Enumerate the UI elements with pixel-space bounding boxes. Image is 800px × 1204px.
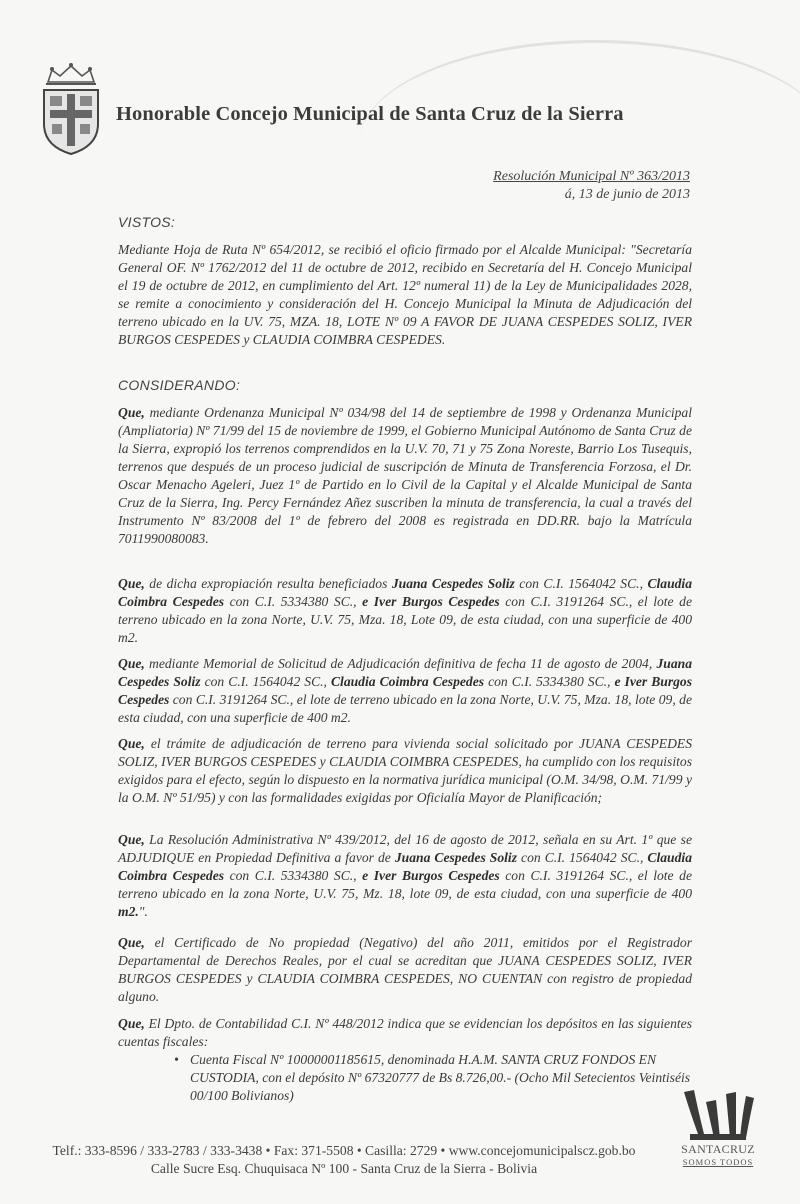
paragraph-text: La Resolución Administrativa Nº 439/2012, del 16 de agosto de 2012, señala en su Art. 1º que se ADJUDIQUE en Propiedad Definitiva a favor de [118,832,692,865]
que-lead: Que, [118,935,145,950]
considerando-paragraph-6 [118,934,692,1006]
beneficiary-name: Juana Cespedes Soliz [391,576,515,591]
considerando-paragraph-7 [118,1015,692,1051]
paragraph-text: con C.I. 1564042 SC., [200,674,331,689]
organization-title: Honorable Concejo Municipal de Santa Cruz de la Sierra [116,103,624,125]
paragraph-text: con C.I. 1564042 SC., [514,576,648,591]
paragraph-text: el trámite de adjudicación de terreno para vivienda social solicitado por JUANA CESPEDES SOLIZ, IVER BURGOS CESPEDES y CLAUDIA COIMBRA CESPEDES, ha cumplido con los requisitos exigidos para el efecto, según lo dispuesto en la normativa jurídica municipal (O.M. 34/98, O.M. 71/99 y la O.M. Nº 51/95) y con las formalidades exigidas por Oficialía Mayor de Planificación; [118,736,692,805]
considerando-paragraph-5 [118,831,692,921]
considerando-paragraph-2 [118,575,692,647]
paragraph-text: mediante Memorial de Solicitud de Adjudicación definitiva de fecha 11 de agosto de 2004, [144,656,657,671]
considerando-paragraph-3 [118,655,692,727]
que-lead: Que, [118,405,145,420]
paragraph-text: El Dpto. de Contabilidad C.I. Nº 448/2012 indica que se evidencian los depósitos en las siguientes cuentas fiscales: [118,1016,692,1049]
considerando-heading: CONSIDERANDO: [118,377,241,393]
beneficiary-name: e Iver Burgos Cespedes [118,674,693,707]
footer-contact: Telf.: 333-8596 / 333-2783 / 333-3438 • Fax: 371-5508 • Casilla: 2729 • www.concejomunicipalscz.gob.bo [52,1143,636,1158]
que-lead: Que, [118,832,145,847]
considerando-paragraph-1 [118,404,692,548]
logo-name: SANTACRUZ [681,1142,755,1156]
paragraph-text: con C.I. 3191264 SC., el lote de terreno ubicado en la zona Norte, U.V. 75, Mz. 18, lote 09, de esta ciudad, con una superficie de 400 [118,868,692,901]
que-lead: Que, [118,656,145,671]
logo-tagline: SOMOS TODOS [682,1157,754,1167]
bullet-marker: • [174,1052,179,1067]
paragraph-text: con C.I. 5334380 SC., [224,868,363,883]
vistos-paragraph: Mediante Hoja de Ruta Nº 654/2012, se recibió el oficio firmado por el Alcalde Municipal: "Secretaría General OF. Nº 1762/2012 del 11 de octubre de 2012, recibido en Secretaría del H. Concejo Municipal el 19 de octubre de 2012, en cumplimiento del Art. 12º numeral 11) de la Ley de Municipalidades 2028, se remite a conocimiento y consideración del H. Concejo Municipal la Minuta de Adjudicación del terreno ubicado en la UV. 75, MZA. 18, LOTE Nº 09 A FAVOR DE JUANA CESPEDES SOLIZ, IVER BURGOS CESPEDES y CLAUDIA COIMBRA CESPEDES. [118,242,692,347]
coat-of-arms-icon [38,60,104,156]
area-unit: m2. [118,904,139,919]
decorative-arc [360,40,800,243]
vistos-heading: VISTOS: [118,214,176,230]
beneficiary-name: Juana Cespedes Soliz [394,850,517,865]
beneficiary-name: e Iver Burgos Cespedes [362,594,500,609]
considerando-paragraph-4 [118,735,692,807]
resolution-number: Resolución Municipal Nº 363/2013 [493,169,690,184]
beneficiary-name: Claudia Coimbra Cespedes [330,674,485,689]
beneficiary-name: Claudia Coimbra Cespedes [118,576,693,609]
paragraph-text: con C.I. 3191264 SC., el lote de terreno ubicado en la zona Norte, U.V. 75, Mza. 18, lote 09, de esta ciudad, con una superficie de 400 m2. [118,692,692,725]
paragraph-text: mediante Ordenanza Municipal Nº 034/98 del 14 de septiembre de 1998 y Ordenanza Municipal (Ampliatoria) Nº 71/99 del 15 de noviembre de 1999, el Gobierno Municipal Autónomo de Santa Cruz de la Sierra, expropió los terrenos comprendidos en la U.V. 70, 71 y 75 Zona Noreste, Barrio Los Tusequis, terrenos que después de un proceso judicial de suscripción de Minuta de Transferencia Forzosa, el Dr. Oscar Menacho Ageleri, Juez 1º de Partido en lo Civil de la Capital y el Alcalde Municipal de Santa Cruz de la Sierra, Ing. Percy Fernández Añez suscriben la minuta de transferencia, la cual a través del Instrumento Nº 83/2008 del 1º de febrero del 2008 es registrada en DD.RR. bajo la Matrícula 7011990080083. [118,405,692,546]
paragraph-text: con C.I. 5334380 SC., [484,674,615,689]
que-lead: Que, [118,576,145,591]
logo-caption [670,1142,766,1167]
paragraph-text: con C.I. 3191264 SC., el lote de terreno ubicado en la zona Norte, U.V. 75, Mza. 18, Lote 09, de esta ciudad, con una superficie de 400 m2. [118,594,692,645]
beneficiary-name: Claudia Coimbra Cespedes [118,850,692,883]
paragraph-text: de dicha expropiación resulta beneficiados [144,576,392,591]
paragraph-text: el Certificado de No propiedad (Negativo) del año 2011, emitidos por el Registrador Departamental de Derechos Reales, por el cual se acreditan que JUANA CESPEDES SOLIZ, IVER BURGOS CESPEDES y CLAUDIA COIMBRA CESPEDES, NO CUENTAN con registro de propiedad alguno. [118,935,692,1004]
beneficiary-name: e Iver Burgos Cespedes [362,868,500,883]
beneficiary-name: Juana Cespedes Soliz [118,656,692,689]
fiscal-account-text: Cuenta Fiscal Nº 10000001185615, denominada H.A.M. SANTA CRUZ FONDOS EN CUSTODIA, con el depósito Nº 67320777 de Bs 8.726,00.- (Ocho Mil Setecientos Veintiséis 00/100 Bolivianos) [190,1052,691,1103]
paragraph-text: con C.I. 5334380 SC., [224,594,363,609]
que-lead: Que, [118,1016,145,1031]
que-lead: Que, [118,736,145,751]
paragraph-text: con C.I. 1564042 SC., [517,850,648,865]
fiscal-account-item [174,1051,692,1105]
paragraph-text: ". [138,904,148,919]
footer-address: Calle Sucre Esq. Chuquisaca Nº 100 - Santa Cruz de la Sierra - Bolivia [150,1161,538,1176]
resolution-date: á, 13 de junio de 2013 [564,187,690,202]
